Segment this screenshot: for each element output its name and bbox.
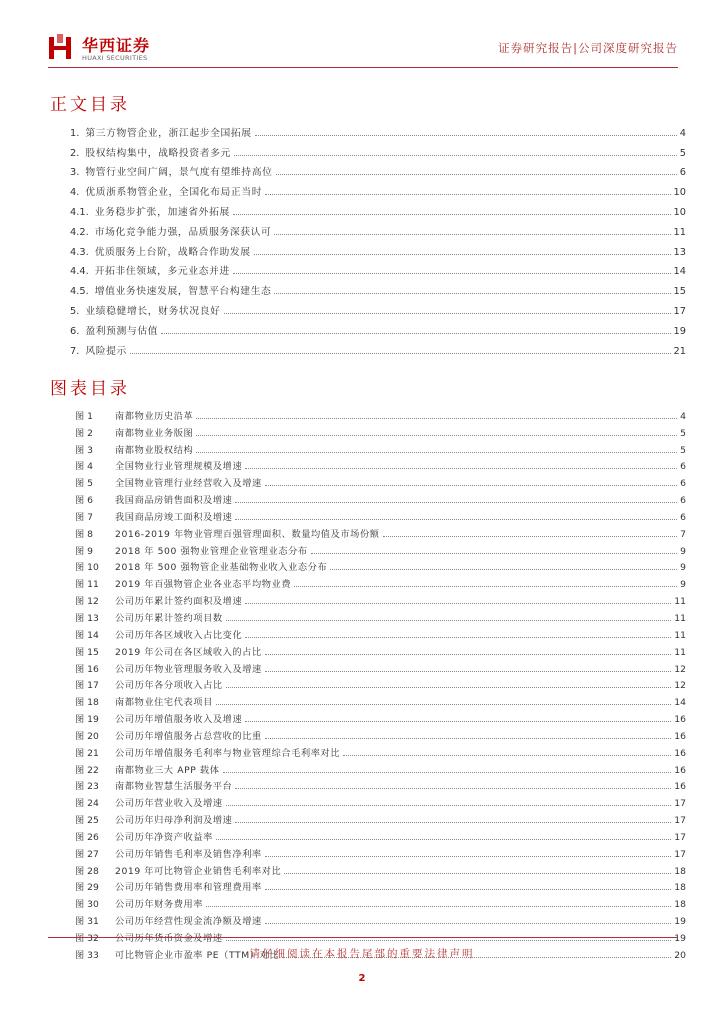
figure-entry-page: 6 xyxy=(680,511,686,523)
dot-leader xyxy=(254,254,671,255)
toc-entry-page: 19 xyxy=(673,325,686,337)
figure-entry-title: 公司历年归母净利润及增速 xyxy=(115,815,233,827)
dot-leader xyxy=(206,906,671,907)
figure-entry-label: 图 33 xyxy=(75,949,99,961)
toc-entry-number: 5. xyxy=(70,305,80,317)
figure-entry-title: 公司历年各区域收入占比变化 xyxy=(115,629,243,641)
toc-entry-number: 4.4. xyxy=(70,266,89,278)
figure-entry-label: 图 18 xyxy=(75,697,99,709)
figure-entry[interactable] xyxy=(75,893,686,910)
figure-entry-page: 6 xyxy=(680,478,686,490)
figure-entry-page: 17 xyxy=(674,815,686,827)
figure-entry-title: 公司历年财务费用率 xyxy=(115,899,204,911)
dot-leader xyxy=(330,569,677,570)
toc-entry-page: 15 xyxy=(673,286,686,298)
dot-leader xyxy=(245,637,671,638)
figure-entry-title: 公司历年经营性现金流净额及增速 xyxy=(115,916,262,928)
figure-entry-label: 图 27 xyxy=(75,848,99,860)
toc-entry-page: 5 xyxy=(679,147,686,159)
figure-entry[interactable] xyxy=(75,489,686,506)
page-number: 2 xyxy=(358,973,366,984)
figure-entry-title: 公司历年物业管理服务收入及增速 xyxy=(115,663,262,675)
figure-entry-title: 公司历年增值服务收入及增速 xyxy=(115,714,243,726)
dot-leader xyxy=(226,687,672,688)
toc-entry-number: 2. xyxy=(70,147,80,159)
figure-entry-label: 图 30 xyxy=(75,899,99,911)
figure-entry[interactable] xyxy=(75,826,686,843)
figure-entry-label: 图 12 xyxy=(75,596,99,608)
toc-list xyxy=(70,119,686,357)
figure-entry-page: 9 xyxy=(680,562,686,574)
figure-entry-title: 2018 年 500 强物管企业基础物业收入业态分布 xyxy=(115,562,328,574)
figure-entry-page: 19 xyxy=(674,933,686,944)
dot-leader xyxy=(226,940,672,941)
brand-name-cn: 华西证券 xyxy=(82,36,151,55)
figure-entry[interactable] xyxy=(75,624,686,641)
toc-entry-page: 21 xyxy=(673,345,686,357)
figure-entry-page: 6 xyxy=(680,495,686,507)
dot-leader xyxy=(245,721,671,722)
figure-entry-label: 图 32 xyxy=(75,933,99,944)
huaxi-logo-icon xyxy=(48,34,74,62)
figure-entry-page: 16 xyxy=(674,714,686,726)
toc-entry-page: 10 xyxy=(673,187,686,199)
toc-entry-title: 风险提示 xyxy=(85,345,127,357)
toc-entry-page: 10 xyxy=(673,206,686,218)
dot-leader xyxy=(196,452,677,453)
dot-leader xyxy=(196,418,677,419)
figure-entry-page: 18 xyxy=(674,882,686,894)
dot-leader xyxy=(223,772,672,773)
toc-entry-title: 增值业务快速发展，智慧平台构建生态 xyxy=(94,286,272,298)
brand-name-en: HUAXI SECURITIES xyxy=(82,54,148,62)
figure-entry-title: 2019 年公司在各区域收入的占比 xyxy=(115,646,262,658)
figure-entry[interactable] xyxy=(75,607,686,624)
dot-leader xyxy=(245,603,671,604)
toc-entry-number: 4.2. xyxy=(70,226,89,238)
toc-entry[interactable] xyxy=(70,218,686,238)
dot-leader xyxy=(276,174,677,175)
figure-entry[interactable] xyxy=(75,590,686,607)
toc-entry-title: 开拓非住领域，多元业态并进 xyxy=(94,266,230,278)
toc-entry[interactable] xyxy=(70,317,686,337)
figure-entry-title: 公司历年净资产收益率 xyxy=(115,831,213,843)
figure-entry[interactable] xyxy=(75,759,686,776)
figure-entry[interactable] xyxy=(75,675,686,692)
dot-leader xyxy=(265,856,671,857)
figure-entry-label: 图 31 xyxy=(75,916,99,928)
toc-entry[interactable] xyxy=(70,258,686,278)
figure-entry-title: 公司历年累计签约面积及增速 xyxy=(115,596,243,608)
toc-entry-number: 4. xyxy=(70,187,80,199)
figure-entry-label: 图 26 xyxy=(75,831,99,843)
figure-entry-label: 图 14 xyxy=(75,629,99,641)
figure-entry-page: 11 xyxy=(674,646,686,658)
dot-leader xyxy=(233,273,671,274)
dot-leader xyxy=(343,755,671,756)
toc-entry-page: 14 xyxy=(673,266,686,278)
figure-entry-label: 图 29 xyxy=(75,882,99,894)
toc-heading: 正文目录 xyxy=(50,95,130,115)
figure-entry[interactable] xyxy=(75,439,686,456)
dot-leader xyxy=(274,234,670,235)
figure-entry-label: 图 17 xyxy=(75,680,99,692)
toc-entry[interactable] xyxy=(70,238,686,258)
figure-entry-title: 公司历年营业收入及增速 xyxy=(115,798,223,810)
figure-entry[interactable] xyxy=(75,557,686,574)
figure-entry-page: 16 xyxy=(674,764,686,776)
figure-entry-label: 图 21 xyxy=(75,747,99,759)
figure-entry-page: 9 xyxy=(680,579,686,591)
figure-entry[interactable] xyxy=(75,843,686,860)
figure-entry-label: 图 6 xyxy=(75,495,93,507)
dot-leader xyxy=(255,135,677,136)
figure-entry-title: 公司历年销售毛利率及销售净利率 xyxy=(115,848,262,860)
toc-entry-number: 4.3. xyxy=(70,246,89,258)
figure-entry-label: 图 3 xyxy=(75,444,93,456)
dot-leader xyxy=(383,536,678,537)
figure-entry-page: 5 xyxy=(680,427,686,439)
figure-entry-page: 20 xyxy=(674,949,686,961)
page-header xyxy=(48,32,678,72)
dot-leader xyxy=(245,468,677,469)
toc-entry-page: 17 xyxy=(673,305,686,317)
dot-leader xyxy=(311,553,677,554)
dot-leader xyxy=(265,671,671,672)
figure-entry-label: 图 8 xyxy=(75,528,93,540)
figure-entry-label: 图 15 xyxy=(75,646,99,658)
figure-entry-title: 公司历年累计签约项目数 xyxy=(115,612,223,624)
figure-entry-title: 我国商品房销售面积及增速 xyxy=(115,495,233,507)
dot-leader xyxy=(130,353,671,354)
figure-entry-page: 14 xyxy=(674,697,686,709)
figure-entry[interactable] xyxy=(75,523,686,540)
figures-list xyxy=(75,405,686,961)
figure-entry-page: 19 xyxy=(674,916,686,928)
figure-entry[interactable] xyxy=(75,809,686,826)
toc-entry-title: 市场化竞争能力强，品质服务深获认可 xyxy=(94,226,272,238)
figure-entry-title: 南都物业业务版图 xyxy=(115,427,194,439)
figure-entry-page: 12 xyxy=(674,663,686,675)
figure-entry-title: 公司历年货币资金及增速 xyxy=(115,933,223,944)
figures-heading: 图表目录 xyxy=(50,379,130,399)
footer-divider xyxy=(48,937,678,938)
figure-entry[interactable] xyxy=(75,506,686,523)
figure-entry[interactable] xyxy=(75,860,686,877)
figure-entry-label: 图 22 xyxy=(75,764,99,776)
dot-leader xyxy=(235,822,671,823)
figure-entry-label: 图 5 xyxy=(75,478,93,490)
figure-entry[interactable] xyxy=(75,877,686,894)
figure-entry-title: 公司历年各分项收入占比 xyxy=(115,680,223,692)
figure-entry-page: 16 xyxy=(674,781,686,793)
figure-entry-page: 12 xyxy=(674,680,686,692)
figure-entry[interactable] xyxy=(75,641,686,658)
toc-entry-title: 股权结构集中，战略投资者多元 xyxy=(85,147,231,159)
toc-entry[interactable] xyxy=(70,178,686,198)
dot-leader xyxy=(274,293,670,294)
figure-entry-page: 17 xyxy=(674,848,686,860)
report-type-label: 证券研究报告|公司深度研究报告 xyxy=(498,41,678,55)
dot-leader xyxy=(235,519,677,520)
figure-entry[interactable] xyxy=(75,725,686,742)
figure-entry-title: 公司历年增值服务占总营收的比重 xyxy=(115,730,262,742)
figure-entry-page: 9 xyxy=(680,545,686,557)
dot-leader xyxy=(265,194,670,195)
figure-entry-title: 公司历年销售费用率和管理费用率 xyxy=(115,882,262,894)
dot-leader xyxy=(226,620,672,621)
toc-entry-number: 6. xyxy=(70,325,80,337)
toc-entry-number: 4.1. xyxy=(70,206,89,218)
toc-entry-title: 优质浙系物管企业，全国化布局正当时 xyxy=(85,187,263,199)
figure-entry-title: 全国物业管理行业经营收入及增速 xyxy=(115,478,262,490)
figure-entry-title: 2018 年 500 强物业管理企业管理业态分布 xyxy=(115,545,308,557)
figure-entry-page: 18 xyxy=(674,899,686,911)
figure-entry-title: 全国物业行业管理规模及增速 xyxy=(115,461,243,473)
dot-leader xyxy=(284,873,671,874)
figure-entry-page: 11 xyxy=(674,629,686,641)
toc-entry-title: 物管行业空间广阔，景气度有望维持高位 xyxy=(85,167,273,179)
figure-entry-page: 11 xyxy=(674,596,686,608)
figure-entry-label: 图 7 xyxy=(75,511,93,523)
dot-leader xyxy=(265,738,671,739)
figure-entry-page: 18 xyxy=(674,865,686,877)
figure-entry-page: 11 xyxy=(674,612,686,624)
toc-entry[interactable] xyxy=(70,337,686,357)
dot-leader xyxy=(265,654,672,655)
figure-entry-label: 图 1 xyxy=(75,410,93,422)
toc-entry-title: 第三方物管企业，浙江起步全国拓展 xyxy=(85,127,252,139)
figure-entry-label: 图 24 xyxy=(75,798,99,810)
figure-entry-title: 南都物业三大 APP 载体 xyxy=(115,764,220,776)
toc-entry-page: 13 xyxy=(673,246,686,258)
figure-entry-label: 图 16 xyxy=(75,663,99,675)
figure-entry-title: 南都物业住宅代表项目 xyxy=(115,697,213,709)
figure-entry-title: 南都物业历史沿革 xyxy=(115,410,194,422)
figure-entry-label: 图 19 xyxy=(75,714,99,726)
figure-entry-page: 16 xyxy=(674,747,686,759)
figure-entry-label: 图 10 xyxy=(75,562,99,574)
figure-entry-page: 7 xyxy=(680,528,686,540)
toc-entry-number: 7. xyxy=(70,345,80,357)
dot-leader xyxy=(265,485,677,486)
figure-entry[interactable] xyxy=(75,910,686,927)
figure-entry-title: 南都物业智慧生活服务平台 xyxy=(115,781,233,793)
figure-entry-page: 17 xyxy=(674,798,686,810)
figure-entry[interactable] xyxy=(75,422,686,439)
figure-entry[interactable] xyxy=(75,792,686,809)
dot-leader xyxy=(233,214,671,215)
figure-entry-title: 2016-2019 年物业管理百强管理面积、数量均值及市场份额 xyxy=(115,528,380,540)
figure-entry-page: 16 xyxy=(674,730,686,742)
dot-leader xyxy=(235,788,671,789)
figure-entry[interactable] xyxy=(75,708,686,725)
figure-entry[interactable] xyxy=(75,776,686,793)
toc-entry[interactable] xyxy=(70,198,686,218)
figure-entry[interactable] xyxy=(75,691,686,708)
figure-entry[interactable] xyxy=(75,456,686,473)
dot-leader xyxy=(224,313,671,314)
figure-entry-page: 6 xyxy=(680,461,686,473)
dot-leader xyxy=(235,502,677,503)
figure-entry-label: 图 28 xyxy=(75,865,99,877)
figure-entry-page: 5 xyxy=(680,444,686,456)
toc-entry-number: 3. xyxy=(70,167,80,179)
legal-disclaimer: 请仔细阅读在本报告尾部的重要法律声明 xyxy=(249,948,475,960)
toc-entry-title: 业务稳步扩张，加速省外拓展 xyxy=(94,206,230,218)
figure-entry[interactable] xyxy=(75,742,686,759)
dot-leader xyxy=(234,155,677,156)
toc-entry[interactable] xyxy=(70,277,686,297)
dot-leader xyxy=(196,435,677,436)
figure-entry-title: 2019 年可比物管企业销售毛利率对比 xyxy=(115,865,282,877)
toc-entry-page: 4 xyxy=(679,127,686,139)
figure-entry-label: 图 25 xyxy=(75,815,99,827)
toc-entry-number: 1. xyxy=(70,127,80,139)
figure-entry-label: 图 20 xyxy=(75,730,99,742)
toc-entry-number: 4.5. xyxy=(70,286,89,298)
figure-entry-title: 南都物业股权结构 xyxy=(115,444,194,456)
figure-entry-page: 4 xyxy=(680,410,686,422)
toc-entry-page: 11 xyxy=(673,226,686,238)
figure-entry-title: 公司历年增值服务毛利率与物业管理综合毛利率对比 xyxy=(115,747,341,759)
toc-entry[interactable] xyxy=(70,297,686,317)
figure-entry-label: 图 11 xyxy=(75,579,99,591)
figure-entry-title: 我国商品房竣工面积及增速 xyxy=(115,511,233,523)
dot-leader xyxy=(161,333,670,334)
toc-entry[interactable] xyxy=(70,159,686,179)
dot-leader xyxy=(216,704,671,705)
dot-leader xyxy=(265,923,671,924)
figure-entry[interactable] xyxy=(75,405,686,422)
figure-entry[interactable] xyxy=(75,540,686,557)
figure-entry-title: 2019 年百强物管企业各业态平均物业费 xyxy=(115,579,292,591)
dot-leader xyxy=(294,586,677,587)
toc-entry-title: 优质服务上台阶，战略合作助发展 xyxy=(94,246,251,258)
figure-entry[interactable] xyxy=(75,573,686,590)
figure-entry[interactable] xyxy=(75,472,686,489)
figure-entry-page: 17 xyxy=(674,831,686,843)
figure-entry-label: 图 4 xyxy=(75,461,93,473)
dot-leader xyxy=(265,889,671,890)
figure-entry[interactable] xyxy=(75,658,686,675)
toc-entry[interactable] xyxy=(70,139,686,159)
figure-entry-label: 图 9 xyxy=(75,545,93,557)
header-divider xyxy=(48,67,678,68)
figure-entry-label: 图 13 xyxy=(75,612,99,624)
dot-leader xyxy=(226,805,672,806)
figure-entry-title: 可比物管企业市盈率 PE（TTM）对比 xyxy=(115,949,280,961)
toc-entry-title: 盈利预测与估值 xyxy=(85,325,159,337)
dot-leader xyxy=(216,839,671,840)
figure-entry-label: 图 2 xyxy=(75,427,93,439)
toc-entry[interactable] xyxy=(70,119,686,139)
toc-entry-page: 6 xyxy=(679,167,686,179)
figure-entry-label: 图 23 xyxy=(75,781,99,793)
figure-entry[interactable] xyxy=(75,927,686,944)
toc-entry-title: 业绩稳健增长，财务状况良好 xyxy=(85,305,221,317)
